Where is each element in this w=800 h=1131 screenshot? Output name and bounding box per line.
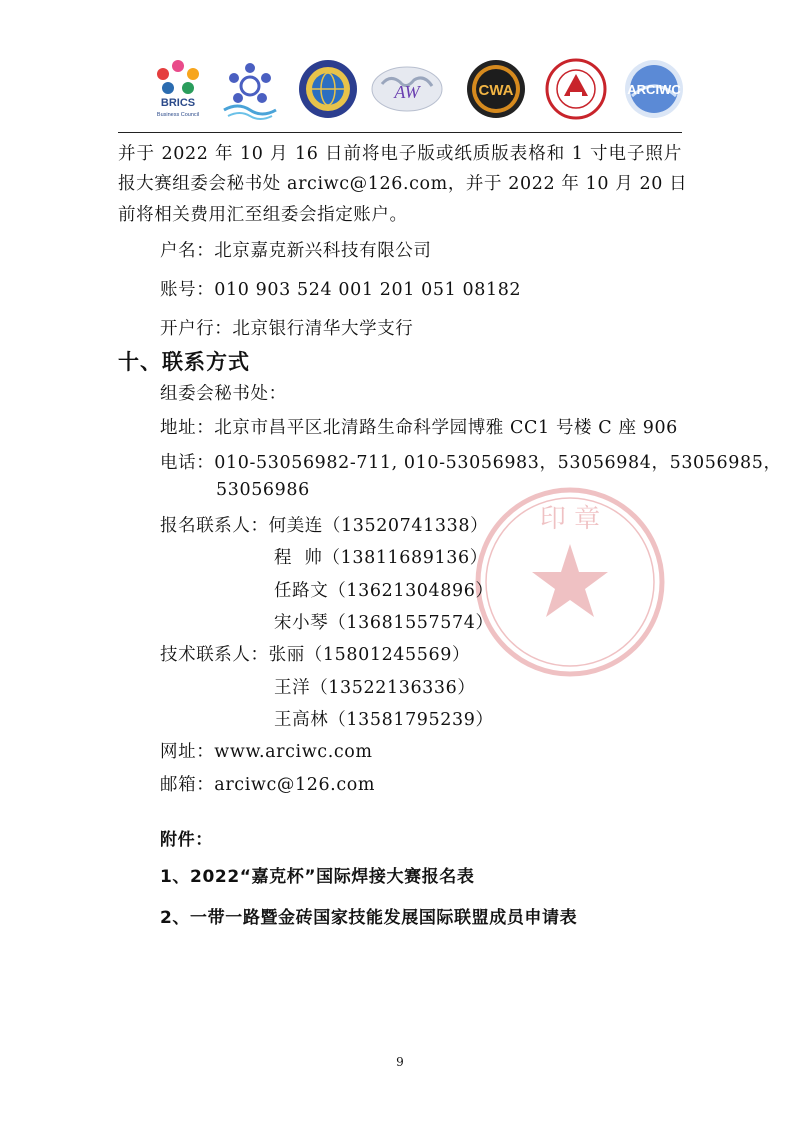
reg-contact-3: 任路文（13621304896） xyxy=(274,581,494,601)
brics-logo xyxy=(148,56,208,122)
body-line-3: 前将相关费用汇至组委会指定账户。 xyxy=(118,205,408,225)
email: 邮箱：arciwc@126.com xyxy=(160,775,376,795)
attachment-item-2: 2、一带一路暨金砖国家技能发展国际联盟成员申请表 xyxy=(160,908,578,928)
page-number: 9 xyxy=(396,1055,404,1069)
secretariat-label: 组委会秘书处： xyxy=(160,384,287,404)
world-map-logo-text: AW xyxy=(394,82,420,102)
arciwc-logo xyxy=(622,56,686,122)
account-name: 户名：北京嘉克新兴科技有限公司 xyxy=(160,241,432,261)
header-rule xyxy=(118,132,682,133)
svg-text:印 章: 印 章 xyxy=(539,504,601,534)
cwa-logo xyxy=(464,56,528,122)
tech-contact-1: 技术联系人：张丽（15801245569） xyxy=(160,645,471,665)
attachment-item-1: 1、2022“嘉克杯”国际焊接大赛报名表 xyxy=(160,867,475,887)
phone: 电话：010-53056982-711, 010-53056983，53056984，53056985， xyxy=(160,453,782,473)
reg-contact-4: 宋小琴（13681557574） xyxy=(274,613,494,633)
tech-contact-2: 王洋（13522136336） xyxy=(274,678,476,698)
alliance-logo xyxy=(218,56,282,122)
tech-contact-3: 王高林（13581795239） xyxy=(274,710,494,730)
body-line-2: 报大赛组委会秘书处 arciwc@126.com，并于 2022 年 10 月 20 日 xyxy=(118,174,688,194)
world-map-logo xyxy=(370,56,444,122)
attachments-label: 附件： xyxy=(160,830,213,850)
phone-continued: 53056986 xyxy=(216,480,310,500)
account-number: 账号：010 903 524 001 201 051 08182 xyxy=(160,280,522,300)
brics-logo-text: BRICS xyxy=(160,97,196,109)
arciwc-logo-text: ARCIWC xyxy=(627,82,681,97)
reg-contact-2: 程 帅（13811689136） xyxy=(274,548,488,568)
globe-emblem-logo xyxy=(296,56,360,122)
header-logos xyxy=(118,56,682,126)
bank-name: 开户行：北京银行清华大学支行 xyxy=(160,319,414,339)
reg-contact-1: 报名联系人：何美连（13520741338） xyxy=(160,516,489,536)
cwa-logo-text: CWA xyxy=(478,82,514,99)
red-association-logo xyxy=(544,56,608,122)
address: 地址：北京市昌平区北清路生命科学园博雅 CC1 号楼 C 座 906 xyxy=(160,418,678,438)
body-line-1: 并于 2022 年 10 月 16 日前将电子版或纸质版表格和 1 寸电子照片 xyxy=(118,144,682,164)
section-heading: 十、联系方式 xyxy=(118,350,250,374)
website: 网址：www.arciwc.com xyxy=(160,742,373,762)
brics-logo-subtext: Business Council xyxy=(156,112,200,118)
